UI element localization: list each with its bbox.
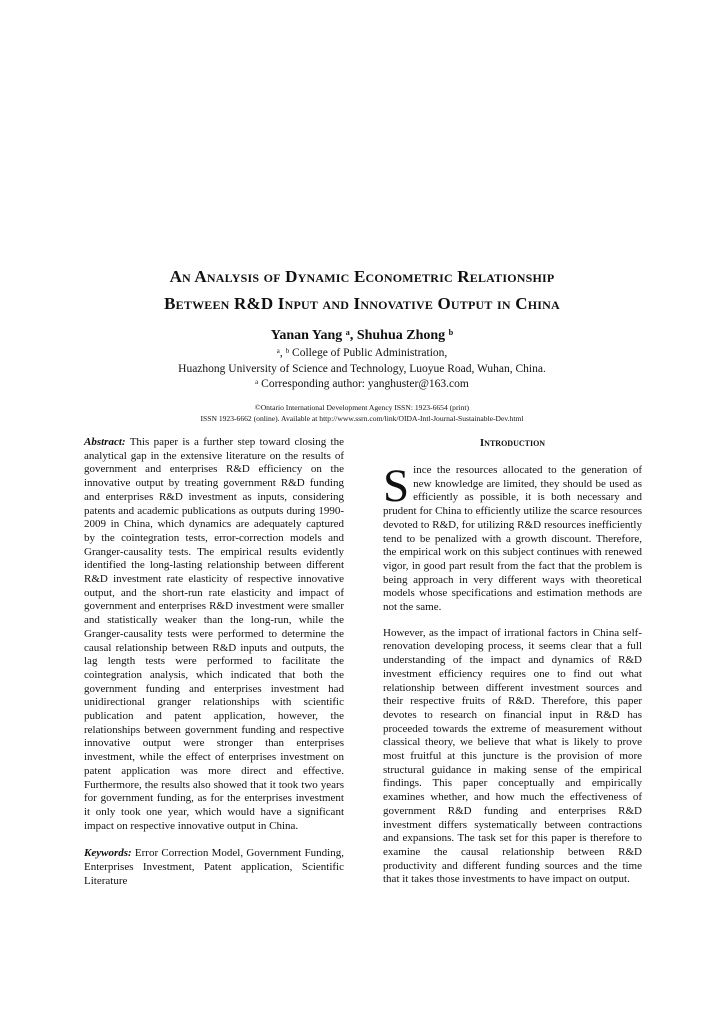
abstract-text: This paper is a further step toward closing the analytical gap in the extensive literature on the results of government and enterprises R&D efficiency on the innovative output by treating government R&D funding and enterprises R&D investment as inputs, considering patents and academic publications as outputs during 1990-2009 in China, which dynamics are adequately captured by the cointegration tests, error-correction models and Granger-causality tests. The empirical results evidently identified the long-lasting relationship between different R&D investment rate elasticity of respective innovative output, and the short-run rate elasticity and impact of government and enterprises R&D investment were smaller and statistically weaker than the long-run, while the Granger-causality tests were performed to determine the causal relationship between R&D inputs and outputs, the lag length tests were performed to facilitate the cointegration analysis, which indicated that both the government funding and enterprises investment had unidirectional granger relationships with scientific publication and patent application, however, the relationships between government funding and respective innovative output were stronger than enterprises investment, while the effect of enterprises investment on patent application was more direct and effective. Furthermore, the results also showed that it took two years for government funding, as for the enterprises investment it only took one year, which would have a significant impact on respective innovative output in China. xyxy=(84,436,344,832)
affiliation-line-2: Huazhong University of Science and Technology, Luoyue Road, Wuhan, China. xyxy=(178,362,546,375)
affiliation-line-1: ᵃ, ᵇ College of Public Administration, xyxy=(276,347,448,359)
affiliation-block xyxy=(40,346,684,393)
paper-title-line-2: Between R&D Input and Innovative Output in China xyxy=(164,294,560,313)
author-list: Yanan Yang ᵃ, Shuhua Zhong ᵇ xyxy=(270,328,454,343)
right-column xyxy=(383,436,642,887)
keywords-label: Keywords: xyxy=(84,847,132,860)
drop-cap-letter: S xyxy=(383,460,410,512)
keywords-paragraph xyxy=(84,847,344,888)
corresponding-author: ᵃ Corresponding author: yanghuster@163.com xyxy=(255,378,469,390)
introduction-heading: Introduction xyxy=(479,437,546,449)
left-column xyxy=(84,436,344,889)
issn-print: ©Ontario International Development Agency ISSN: 1923-6654 (print) xyxy=(254,403,470,412)
issn-online: ISSN 1923-6662 (online). Available at http://www.ssrn.com/link/OIDA-Intl-Journal-Sustainable-Dev.html xyxy=(200,413,524,423)
issn-notice xyxy=(40,403,684,424)
introduction-paragraph-2: However, as the impact of irrational factors in China self-renovation developing process, it seems clear that a full understanding of the impact and dynamics of R&D investment efficiency requires one to find out what relationship between different investment sources and their respective fruits of R&D. Therefore, this paper devotes to research on financial input in R&D has proceeded towards the extreme of measurement without classical theory, we believe that what is likely to prove most fruitful at this juncture is the provision of more structural guidance in making sense of the empirical findings. This paper conceptually and empirically examines whether, and how much the effectiveness of government R&D funding and enterprises R&D investment differs systematically between contractions and expansions. The task set for this paper is therefore to examine the causal relationship between R&D productivity and different funding sources and the time that it takes those investments to have impact on output. xyxy=(383,626,642,886)
introduction-paragraph-1-text: ince the resources allocated to the generation of new knowledge are limited, they should be used as efficiently as possible, it is both necessary and prudent for China to efficiently utilize the scarce resources devoted to R&D, for utilizing R&D resources inefficiently tend to be penalized with a growth discount. Therefore, the empirical work on this subject continues with renewed vigor, in good part result from the fact that the problem is being approach in very different ways with theoretical models whose specifications and estimation methods are not the same. xyxy=(383,464,642,614)
abstract-paragraph xyxy=(84,436,344,833)
paper-title xyxy=(40,263,684,317)
paper-title-line-1: An Analysis of Dynamic Econometric Relationship xyxy=(169,267,555,286)
keywords-text: Error Correction Model, Government Funding, Enterprises Investment, Patent application, Scientific Literature xyxy=(84,847,344,887)
introduction-paragraph-1 xyxy=(383,460,642,615)
abstract-label: Abstract: xyxy=(84,436,126,448)
